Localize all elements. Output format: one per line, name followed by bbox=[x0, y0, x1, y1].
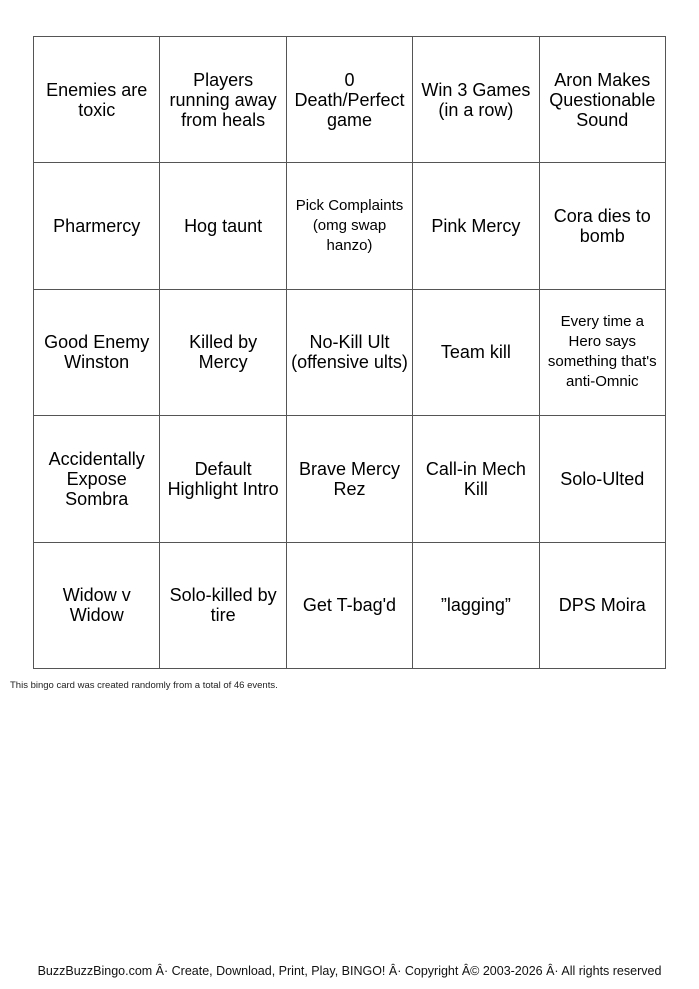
bingo-cell: Brave Mercy Rez bbox=[287, 416, 413, 542]
bingo-cell: Accidentally Expose Sombra bbox=[34, 416, 160, 542]
bingo-cell: Win 3 Games (in a row) bbox=[413, 37, 539, 163]
bingo-cell: Solo-Ulted bbox=[540, 416, 666, 542]
bingo-cell: Solo-killed by tire bbox=[160, 543, 286, 669]
bingo-cell: Aron Makes Questionable Sound bbox=[540, 37, 666, 163]
bingo-cell: Widow v Widow bbox=[34, 543, 160, 669]
bingo-cell: Hog taunt bbox=[160, 163, 286, 289]
page-footer: BuzzBuzzBingo.com Â· Create, Download, Print, Play, BINGO! Â· Copyright Â© 2003-2026 Â· All rights reserved bbox=[37, 964, 662, 978]
bingo-cell: Pink Mercy bbox=[413, 163, 539, 289]
bingo-cell: Killed by Mercy bbox=[160, 290, 286, 416]
bingo-cell: Team kill bbox=[413, 290, 539, 416]
bingo-cell: Cora dies to bomb bbox=[540, 163, 666, 289]
bingo-cell: Good Enemy Winston bbox=[34, 290, 160, 416]
generation-note: This bingo card was created randomly from a total of 46 events. bbox=[10, 680, 278, 691]
bingo-cell: ”lagging” bbox=[413, 543, 539, 669]
bingo-cell: Get T-bag'd bbox=[287, 543, 413, 669]
bingo-cell: 0 Death/Perfect game bbox=[287, 37, 413, 163]
bingo-cell: Pick Complaints (omg swap hanzo) bbox=[287, 163, 413, 289]
bingo-cell: Call-in Mech Kill bbox=[413, 416, 539, 542]
bingo-cell: No-Kill Ult (offensive ults) bbox=[287, 290, 413, 416]
bingo-card bbox=[33, 36, 666, 669]
bingo-cell: Default Highlight Intro bbox=[160, 416, 286, 542]
bingo-cell: Enemies are toxic bbox=[34, 37, 160, 163]
bingo-cell: DPS Moira bbox=[540, 543, 666, 669]
bingo-cell: Every time a Hero says something that's anti-Omnic bbox=[540, 290, 666, 416]
bingo-cell: Players running away from heals bbox=[160, 37, 286, 163]
bingo-cell: Pharmercy bbox=[34, 163, 160, 289]
